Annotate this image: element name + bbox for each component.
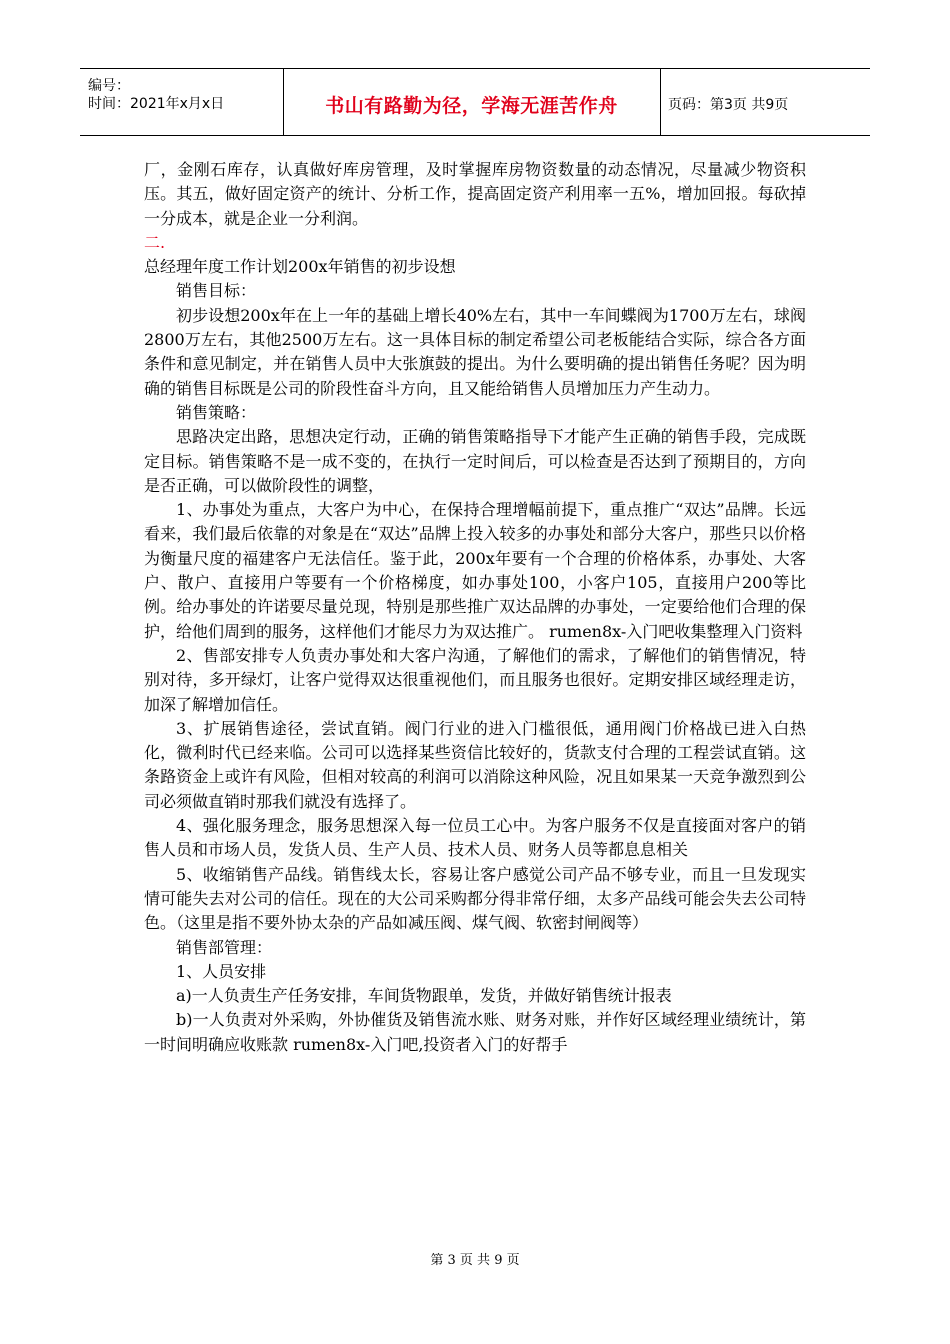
subheading-sales-target: 销售目标： [176,281,257,301]
page-header [80,68,870,136]
strategy-item-1: 1、办事处为重点，大客户为中心，在保持合理增幅前提下，重点推广“双达”品牌。长远看来，我们最后依靠的对象是在“双达”品牌上投入较多的办事处和部分大客户，那些只以价格为衡量尺度的福建客户无法信任。鉴于此，200x年要有一个合理的价格体系，办事处、大客户、散户、直接用户等要有一个价格梯度，如办事处100，小客户105，直接用户200等比例。给办事处的许诺要尽量兑现，特别是那些推广双达品牌的办事处，一定要给他们合理的保护，给他们周到的服务，这样他们才能尽力为双达推广。 rumen8x-入门吧收集整理入门资料 [144,500,806,641]
header-meta-cell [80,69,284,135]
header-page-cell [660,69,870,135]
section-number: 二. [144,232,166,252]
header-motto-cell [283,69,661,135]
header-page-number: 页码：第3页 共9页 [668,97,789,113]
management-item-a: a)一人负责生产任务安排，车间货物跟单，发货，并做好销售统计报表 [176,986,672,1006]
management-item-b: b)一人负责对外采购，外协催货及销售流水账、财务对账，并作好区域经理业绩统计，第一时间明确应收账款 rumen8x-入门吧,投资者入门的好帮手 [144,1010,806,1054]
document-number-label: 编号： [88,78,130,94]
strategy-item-5: 5、收缩销售产品线。销售线太长，容易让客户感觉公司产品不够专业，而且一旦发现实情可能失去对公司的信任。现在的大公司采购都分得非常仔细，太多产品线可能会失去公司特色。（这里是指不要外协太杂的产品如减压阀、煤气阀、软密封闸阀等） [144,864,806,933]
strategy-item-2: 2、售部安排专人负责办事处和大客户沟通，了解他们的需求，了解他们的销售情况，特别对待，多开绿灯，让客户觉得双达很重视他们，而且服务也很好。定期安排区域经理走访，加深了解增加信任。 [144,645,806,714]
subheading-sales-management: 销售部管理： [176,937,273,957]
section-title: 总经理年度工作计划200x年销售的初步设想 [144,257,456,277]
management-item-1: 1、人员安排 [176,961,267,981]
subheading-sales-strategy: 销售策略： [176,402,257,422]
strategy-item-3: 3、扩展销售途径，尝试直销。阀门行业的进入门槛很低，通用阀门价格战已进入白热化，微利时代已经来临。公司可以选择某些资信比较好的，货款支付合理的工程尝试直销。这条路资金上或许有风险，但相对较高的利润可以消除这种风险，况且如果某一天竞争激烈到公司必须做直销时那我们就没有选择了。 [144,718,806,811]
paragraph-sales-target: 初步设想200x年在上一年的基础上增长40%左右，其中一车间蝶阀为1700万左右，球阀2800万左右，其他2500万左右。这一具体目标的制定希望公司老板能结合实际，综合各方面条件和意见制定，并在销售人员中大张旗鼓的提出。为什么要明确的提出销售任务呢？因为明确的销售目标既是公司的阶段性奋斗方向，且又能给销售人员增加压力产生动力。 [144,305,806,398]
page-footer: 第 3 页 共 9 页 [430,1253,520,1268]
strategy-item-4: 4、强化服务理念，服务思想深入每一位员工心中。为客户服务不仅是直接面对客户的销售人员和市场人员，发货人员、生产人员、技术人员、财务人员等都息息相关 [144,816,806,860]
paragraph-continuation: 厂，金刚石库存，认真做好库房管理，及时掌握库房物资数量的动态情况，尽量减少物资积压。其五，做好固定资产的统计、分析工作，提高固定资产利用率一五%，增加回报。每砍掉一分成本，就是企业一分利润。 [144,160,806,228]
paragraph-sales-strategy: 思路决定出路，思想决定行动，正确的销售策略指导下才能产生正确的销售手段，完成既定目标。销售策略不是一成不变的，在执行一定时间后，可以检查是否达到了预期目的，方向是否正确，可以做阶段性的调整， [144,427,806,495]
document-date-label: 时间：2021年x月x日 [88,96,225,112]
header-motto: 书山有路勤为径，学海无涯苦作舟 [325,95,618,117]
document-body [144,158,806,1057]
